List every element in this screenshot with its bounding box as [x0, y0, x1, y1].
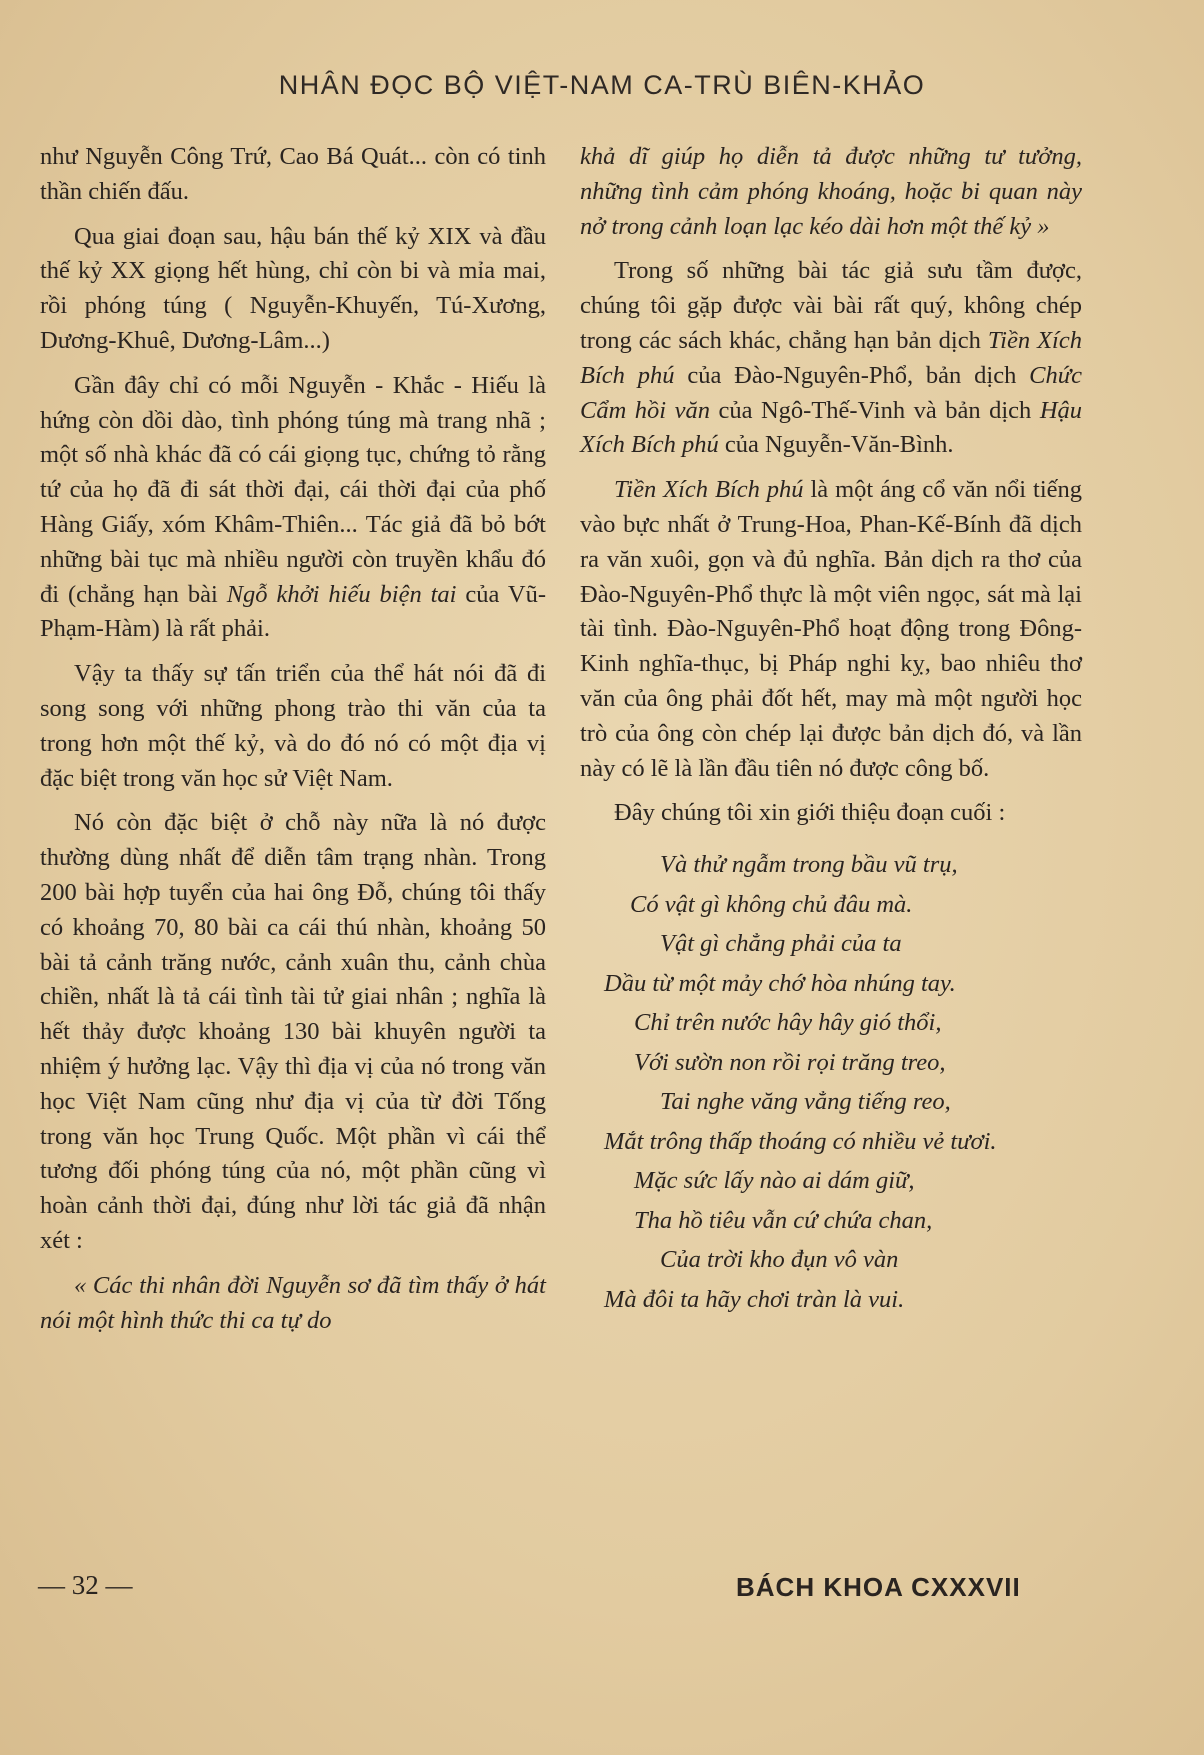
text-run: Trong số những bài tác giả sưu tầm được, chúng tôi gặp được vài bài rất quý, không chép trong các sách khác, chẳng hạn bản dịch: [580, 257, 1082, 354]
paragraph: [580, 473, 1082, 786]
paragraph: như Nguyễn Công Trứ, Cao Bá Quát... còn có tinh thần chiến đấu.: [40, 143, 546, 205]
poem-line: Của trời kho đụn vô vàn: [660, 1246, 899, 1274]
paragraph: Nó còn đặc biệt ở chỗ này nữa là nó được thường dùng nhất để diễn tâm trạng nhàn. Trong 200 bài hợp tuyển của hai ông Đỗ, chúng tôi thấy có khoảng 70, 80 bài ca cái thú nhàn, khoảng 50 bài tả cảnh trăng nước, cảnh xuân thu, cảnh chùa chiền, nhất là tả cái tình tài tử giai nhân ; nghĩa là hết thảy được khoảng 130 bài khuyên người ta nhiệm ý hưởng lạc. Vậy thì địa vị của nó trong văn học Việt Nam cũng như địa vị của từ đời Tống trong văn học Trung Quốc. Một phần vì cái thể tương đối phóng túng của nó, một phần cũng vì hoàn cảnh thời đại, đúng như lời tác giả đã nhận xét :: [40, 809, 546, 1254]
poem-line: Có vật gì không chủ đâu mà.: [630, 890, 913, 918]
right-column: [580, 140, 1082, 1319]
paragraph: [580, 254, 1082, 463]
poem-line: Với sườn non rồi rọi trăng treo,: [634, 1048, 946, 1076]
paragraph: Qua giai đoạn sau, hậu bán thế kỷ XIX và đầu thế kỷ XX giọng hết hùng, chỉ còn bi và mỉa mai, rồi phóng túng ( Nguyễn-Khuyến, Tú-Xương, Dương-Khuê, Dương-Lâm...): [40, 222, 546, 354]
poem-line: Tha hồ tiêu vẫn cứ chứa chan,: [634, 1206, 933, 1234]
left-column: [40, 140, 546, 1338]
poem-line: Chỉ trên nước hây hây gió thổi,: [634, 1009, 942, 1037]
page-number: — 32 —: [38, 1570, 133, 1600]
text-run: của Nguyễn-Văn-Bình.: [718, 431, 954, 459]
poem-line: Mà đôi ta hãy chơi tràn là vui.: [604, 1285, 905, 1313]
work-title: Ngỗ khởi hiếu biện tai: [226, 580, 457, 608]
text-run: của Vũ-Phạm-Hàm) là rất phải.: [40, 580, 546, 643]
poem-line: Tai nghe văng vẳng tiếng reo,: [660, 1088, 951, 1116]
text-run: của Đào-Nguyên-Phổ, bản dịch: [674, 361, 1030, 389]
poem-line: Mắt trông thấp thoáng có nhiều vẻ tươi.: [604, 1127, 997, 1155]
paragraph: Vậy ta thấy sự tấn triển của thể hát nói đã đi song song với những phong trào thi văn của ta trong hơn một thế kỷ, và do đó nó có một địa vị đặc biệt trong văn học sử Việt Nam.: [40, 660, 546, 792]
text-run: của Ngô-Thế-Vinh và bản dịch: [709, 396, 1040, 424]
quotation: khả dĩ giúp họ diễn tả được những tư tưởng, những tình cảm phóng khoáng, hoặc bi quan này nở trong cảnh loạn lạc kéo dài hơn một thế kỷ »: [580, 143, 1082, 240]
magazine-issue: BÁCH KHOA CXXXVII: [736, 1572, 1021, 1602]
text-run: Gần đây chỉ có mỗi Nguyễn - Khắc - Hiếu là hứng còn dồi dào, tình phóng túng mà trang nhã ; một số nhà khác đã có cái giọng tục, chứng tỏ rằng tứ của họ đã đi sát thời đại, cái thời đại của phố Hàng Giấy, xóm Khâm-Thiên... Tác giả đã bỏ bớt những bài tục mà nhiều người còn truyền khẩu đó đi (chẳng hạn bài: [40, 371, 546, 608]
quotation: « Các thi nhân đời Nguyễn sơ đã tìm thấy ở hát nói một hình thức thi ca tự do: [40, 1271, 546, 1334]
work-title: Chức Cẩm hồi văn: [580, 361, 1082, 424]
poem-line: Và thử ngẫm trong bầu vũ trụ,: [660, 851, 958, 879]
poem-line: Mặc sức lấy nào ai dám giữ,: [634, 1167, 915, 1195]
paragraph: [40, 369, 546, 647]
work-title: Tiền Xích Bích phú: [580, 326, 1082, 389]
paragraph: Đây chúng tôi xin giới thiệu đoạn cuối :: [614, 799, 1006, 827]
work-title: Tiền Xích Bích phú: [614, 476, 804, 504]
poem-line: Vật gì chẳng phải của ta: [660, 930, 902, 958]
poem-line: Dầu từ một mảy chớ hòa nhúng tay.: [604, 969, 956, 997]
running-header: NHÂN ĐỌC BỘ VIỆT-NAM CA-TRÙ BIÊN-KHẢO: [278, 70, 926, 100]
poem: [580, 845, 1082, 1319]
text-run: là một áng cổ văn nổi tiếng vào bực nhất ở Trung-Hoa, Phan-Kế-Bính đã dịch ra văn xuôi, gọn và đủ nghĩa. Bản dịch ra thơ của Đào-Nguyên-Phổ thực là một viên ngọc, sát mà lại tài tình. Đào-Nguyên-Phổ hoạt động trong Đông-Kinh nghĩa-thục, bị Pháp nghi kỵ, bao nhiêu thơ văn của ông phải đốt hết, may mà một người học trò của ông còn chép lại được bản dịch đó, và lần này có lẽ là lần đầu tiên nó được công bố.: [580, 476, 1083, 782]
work-title: Hậu Xích Bích phú: [580, 396, 1083, 459]
